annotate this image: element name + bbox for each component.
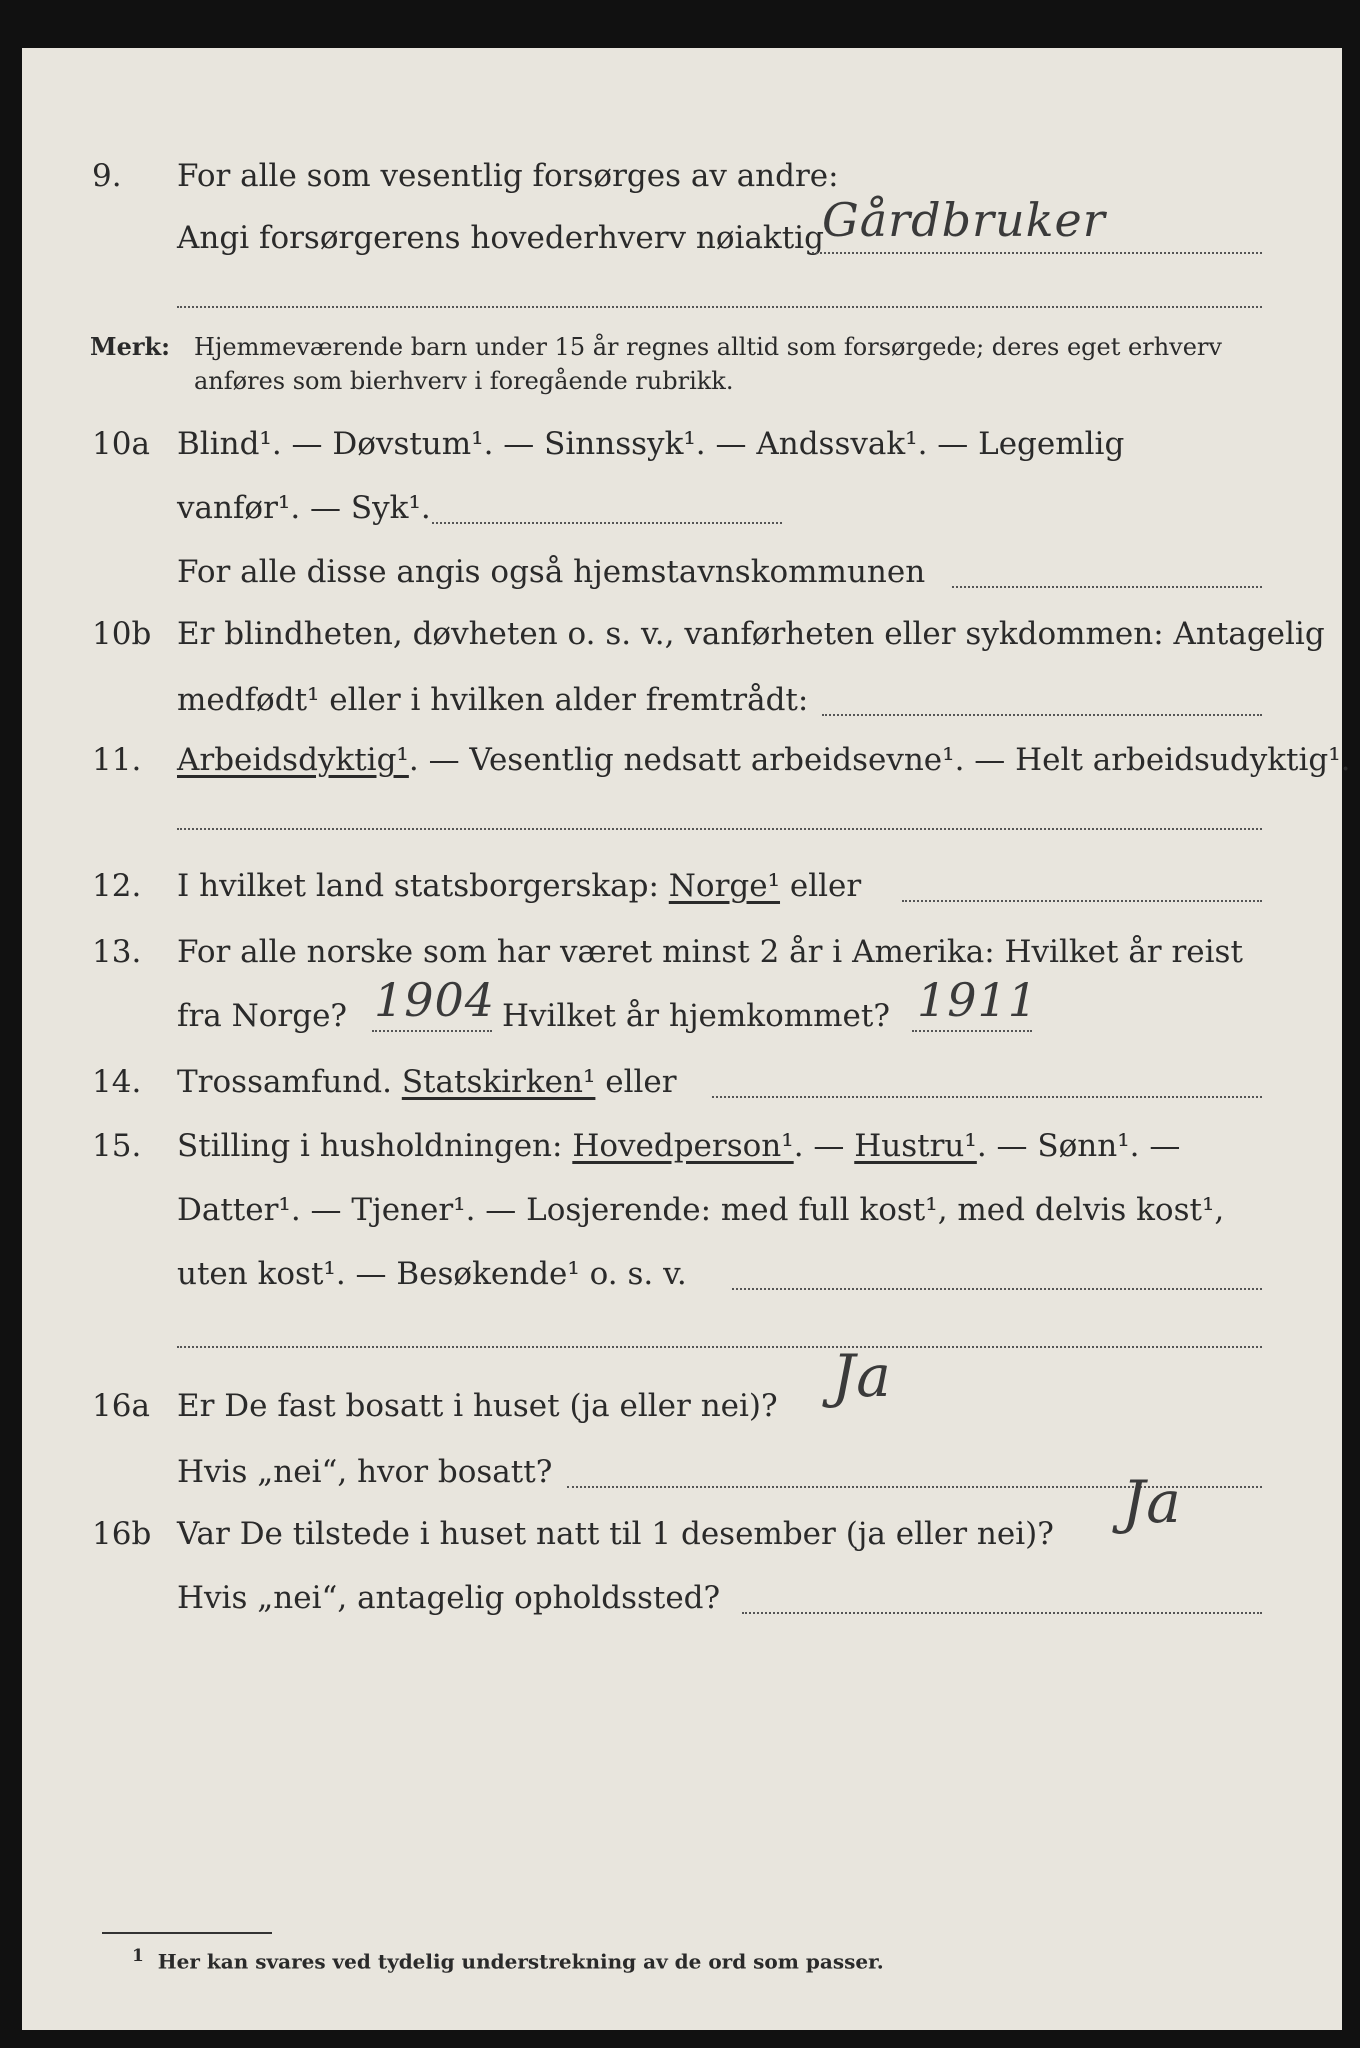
question-number: 13. <box>92 934 142 970</box>
option-underlined[interactable]: Arbeidsdyktig¹ <box>177 742 409 778</box>
note-text: Hjemmeværende barn under 15 år regnes alltid som forsørgede; deres eget erhverv <box>194 333 1222 361</box>
question-text: Blind¹. — Døvstum¹. — Sinnssyk¹. — Andssvak¹. — Legemlig <box>177 426 1125 462</box>
option-underlined[interactable]: Statskirken¹ <box>401 1064 596 1100</box>
footnote-mark: 1 <box>132 1946 144 1966</box>
question-number: 14. <box>92 1064 142 1100</box>
footnote-text: Her kan svares ved tydelig understrekning av de ord som passer. <box>157 1949 884 1974</box>
answer-line[interactable] <box>177 1346 1262 1348</box>
handwritten-answer: Ja <box>832 1342 892 1410</box>
option-underlined[interactable]: Hovedperson¹ <box>572 1128 794 1164</box>
question-text: For alle norske som har været minst 2 år i Amerika: Hvilket år reist <box>177 934 1243 970</box>
answer-line[interactable] <box>732 1288 1262 1290</box>
option-underlined[interactable]: Norge¹ <box>668 868 781 904</box>
footnote <box>132 1946 884 1974</box>
answer-line[interactable] <box>712 1096 1262 1098</box>
note-label: Merk: <box>90 332 170 361</box>
question-text: Er De fast bosatt i huset (ja eller nei)? <box>177 1388 778 1424</box>
handwritten-answer: 1911 <box>917 973 1039 1027</box>
question-text: Stilling i husholdningen: <box>177 1128 573 1164</box>
answer-line[interactable] <box>432 522 782 524</box>
question-text: . — <box>793 1128 855 1164</box>
answer-line[interactable] <box>742 1612 1262 1614</box>
answer-line[interactable] <box>952 586 1262 588</box>
answer-line[interactable] <box>372 1030 492 1032</box>
answer-line[interactable] <box>822 714 1262 716</box>
question-text: I hvilket land statsborgerskap: <box>177 868 669 904</box>
question-number: 12. <box>92 868 142 904</box>
question-text: Var De tilstede i huset natt til 1 desember (ja eller nei)? <box>177 1516 1054 1552</box>
answer-line[interactable] <box>177 828 1262 830</box>
question-text: Trossamfund. <box>177 1064 402 1100</box>
question-number: 9. <box>92 158 122 194</box>
question-text: Angi forsørgerens hovederhverv nøiaktig <box>177 220 824 256</box>
footnote-rule <box>102 1932 272 1934</box>
question-text: medfødt¹ eller i hvilken alder fremtrådt: <box>177 682 809 718</box>
question-text: fra Norge? <box>177 998 348 1034</box>
census-form-page <box>22 48 1351 2030</box>
question-number: 15. <box>92 1128 142 1164</box>
question-text: Hvis „nei“, hvor bosatt? <box>177 1454 553 1490</box>
question-number: 10a <box>92 426 150 462</box>
question-text: Hvilket år hjemkommet? <box>502 998 890 1034</box>
question-number: 10b <box>92 616 152 652</box>
answer-line[interactable] <box>812 252 1262 254</box>
question-text: For alle disse angis også hjemstavnskommunen <box>177 554 926 590</box>
question-number: 16b <box>92 1516 152 1552</box>
question-text: uten kost¹. — Besøkende¹ o. s. v. <box>177 1256 687 1292</box>
question-text: eller <box>595 1064 677 1100</box>
note-text: anføres som bierhverv i foregående rubrikk. <box>194 367 734 395</box>
question-text: . — Sønn¹. — <box>976 1128 1181 1164</box>
question-text: . — Vesentlig nedsatt arbeidsevne¹. — Helt arbeidsudyktig¹. <box>408 742 1351 778</box>
question-number: 11. <box>92 742 142 778</box>
option-underlined[interactable]: Hustru¹ <box>854 1128 977 1164</box>
question-text: eller <box>780 868 862 904</box>
question-text: Er blindheten, døvheten o. s. v., vanførheten eller sykdommen: Antagelig <box>177 616 1325 652</box>
answer-line[interactable] <box>902 900 1262 902</box>
handwritten-answer: Ja <box>1122 1468 1182 1536</box>
question-number: 16a <box>92 1388 150 1424</box>
question-text: Hvis „nei“, antagelig opholdssted? <box>177 1580 721 1616</box>
question-text: Datter¹. — Tjener¹. — Losjerende: med full kost¹, med delvis kost¹, <box>177 1192 1225 1228</box>
answer-line[interactable] <box>177 306 1262 308</box>
handwritten-answer: 1904 <box>374 973 496 1027</box>
answer-line[interactable] <box>912 1030 1032 1032</box>
handwritten-answer: Gårdbruker <box>822 193 1106 247</box>
question-text: For alle som vesentlig forsørges av andre: <box>177 158 839 194</box>
question-text: vanfør¹. — Syk¹. <box>177 490 431 526</box>
